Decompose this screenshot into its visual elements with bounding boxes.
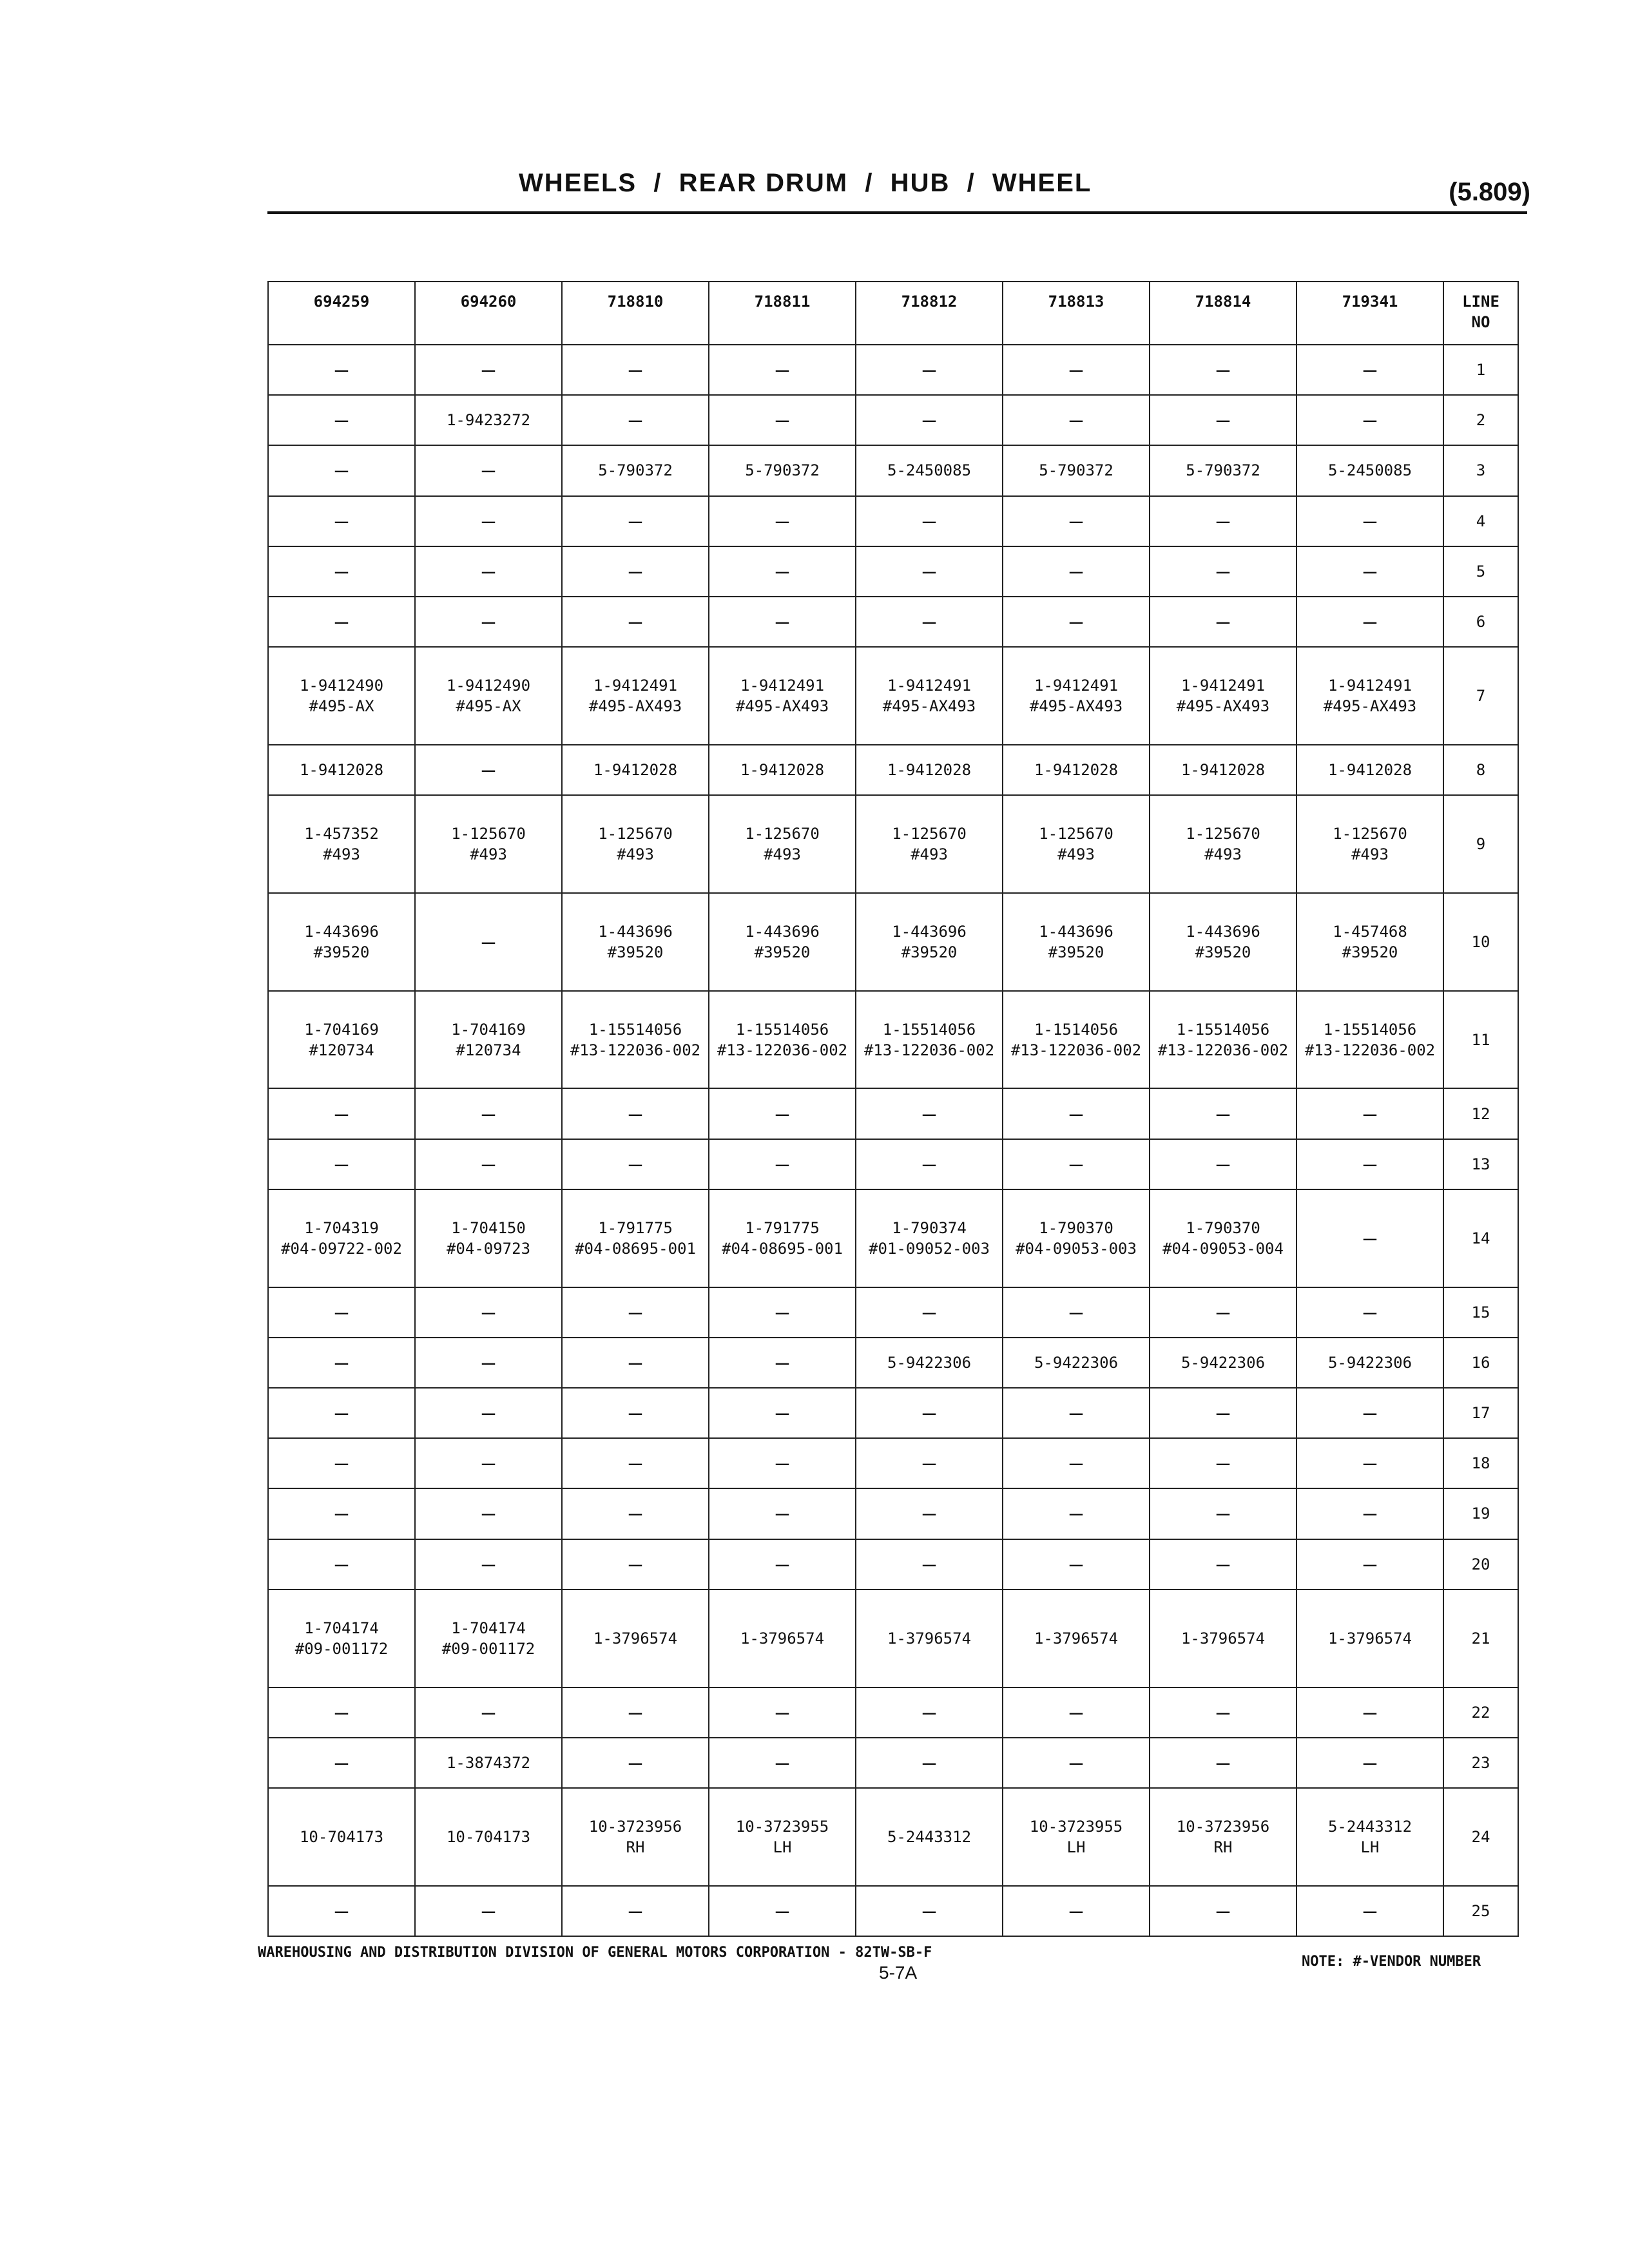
table-cell: 1-790374 #01-09052-003 (856, 1189, 1003, 1287)
line-number-cell: 24 (1443, 1788, 1518, 1886)
table-cell: — (709, 597, 856, 647)
table-row (268, 546, 1518, 597)
table-cell: — (268, 1139, 415, 1189)
table-cell: — (268, 1438, 415, 1488)
table-cell: — (709, 1687, 856, 1738)
table-cell: 5-790372 (1150, 445, 1296, 495)
table-cell: 1-9412491 #495-AX493 (1150, 647, 1296, 745)
table-cell: — (415, 1388, 562, 1438)
line-number-cell: 13 (1443, 1139, 1518, 1189)
table-cell: 1-443696 #39520 (1150, 893, 1296, 991)
table-cell: 5-790372 (709, 445, 856, 495)
table-cell: — (1150, 496, 1296, 546)
table-cell: — (1150, 1287, 1296, 1338)
table-row (268, 1139, 1518, 1189)
table-cell: — (268, 1338, 415, 1388)
table-row (268, 1687, 1518, 1738)
column-header: 719341 (1296, 282, 1443, 345)
table-cell: 1-9412028 (1150, 745, 1296, 795)
table-cell: — (415, 345, 562, 395)
table-cell: — (856, 1438, 1003, 1488)
table-cell: 1-15514056 #13-122036-002 (709, 991, 856, 1089)
table-cell: 1-9412490 #495-AX (268, 647, 415, 745)
table-cell: — (1003, 1088, 1150, 1139)
table-row (268, 991, 1518, 1089)
table-row (268, 496, 1518, 546)
table-cell: 1-125670 #493 (1296, 795, 1443, 893)
table-cell: — (856, 1886, 1003, 1936)
table-cell: — (856, 345, 1003, 395)
table-cell: 1-9412028 (562, 745, 709, 795)
table-row (268, 445, 1518, 495)
table-cell: — (1003, 1139, 1150, 1189)
table-cell: — (1150, 1738, 1296, 1788)
table-cell: — (1150, 1539, 1296, 1590)
table-cell: — (709, 395, 856, 445)
table-cell: — (709, 496, 856, 546)
table-row (268, 647, 1518, 745)
table-cell: 5-9422306 (856, 1338, 1003, 1388)
table-cell: — (562, 345, 709, 395)
table-cell: — (709, 1088, 856, 1139)
table-cell: — (1150, 345, 1296, 395)
table-cell: 1-3874372 (415, 1738, 562, 1788)
table-row (268, 745, 1518, 795)
table-cell: — (1003, 395, 1150, 445)
table-cell: 1-790370 #04-09053-004 (1150, 1189, 1296, 1287)
table-cell: — (1296, 1388, 1443, 1438)
table-row (268, 1088, 1518, 1139)
table-cell: 5-9422306 (1003, 1338, 1150, 1388)
table-cell: 1-9412028 (709, 745, 856, 795)
table-cell: 5-790372 (562, 445, 709, 495)
table-cell: 1-3796574 (709, 1590, 856, 1687)
table-row (268, 893, 1518, 991)
table-cell: 1-1514056 #13-122036-002 (1003, 991, 1150, 1089)
table-cell: — (1296, 1488, 1443, 1539)
table-cell: — (1150, 1438, 1296, 1488)
table-row (268, 1539, 1518, 1590)
table-cell: 1-9412028 (1003, 745, 1150, 795)
table-cell: 1-443696 #39520 (562, 893, 709, 991)
table-cell: 1-125670 #493 (1003, 795, 1150, 893)
table-cell: — (1296, 1886, 1443, 1936)
line-number-cell: 9 (1443, 795, 1518, 893)
column-header: 718814 (1150, 282, 1296, 345)
table-cell: — (415, 1687, 562, 1738)
table-cell: 1-125670 #493 (562, 795, 709, 893)
line-number-cell: 18 (1443, 1438, 1518, 1488)
line-number-cell: 4 (1443, 496, 1518, 546)
line-number-cell: 17 (1443, 1388, 1518, 1438)
table-cell: — (1150, 395, 1296, 445)
table-cell: — (709, 546, 856, 597)
table-cell: 1-9412491 #495-AX493 (1003, 647, 1150, 745)
table-cell: — (268, 345, 415, 395)
table-cell: 1-704169 #120734 (268, 991, 415, 1089)
table-cell: — (709, 1139, 856, 1189)
table-cell: 1-791775 #04-08695-001 (709, 1189, 856, 1287)
table-cell: — (415, 445, 562, 495)
table-cell: — (856, 597, 1003, 647)
line-number-cell: 21 (1443, 1590, 1518, 1687)
table-cell: — (1296, 546, 1443, 597)
table-cell: — (1003, 1738, 1150, 1788)
table-cell: 5-790372 (1003, 445, 1150, 495)
table-cell: — (1296, 395, 1443, 445)
table-cell: 1-125670 #493 (709, 795, 856, 893)
column-header: 718813 (1003, 282, 1150, 345)
table-cell: 10-704173 (268, 1788, 415, 1886)
table-row (268, 1886, 1518, 1936)
table-cell: — (1003, 1886, 1150, 1936)
line-number-cell: 8 (1443, 745, 1518, 795)
table-cell: 1-3796574 (1150, 1590, 1296, 1687)
table-cell: — (415, 1438, 562, 1488)
table-cell: — (1003, 597, 1150, 647)
table-cell: — (1003, 1388, 1150, 1438)
table-cell: 1-9412490 #495-AX (415, 647, 562, 745)
table-cell: — (1150, 1388, 1296, 1438)
table-cell: — (415, 546, 562, 597)
table-cell: — (709, 1539, 856, 1590)
table-cell: — (562, 546, 709, 597)
table-cell: 1-9423272 (415, 395, 562, 445)
line-number-cell: 22 (1443, 1687, 1518, 1738)
table-cell: 1-457352 #493 (268, 795, 415, 893)
table-cell: — (856, 546, 1003, 597)
table-cell: — (415, 1488, 562, 1539)
table-cell: — (562, 1539, 709, 1590)
table-cell: — (562, 1687, 709, 1738)
table-cell: — (1150, 1139, 1296, 1189)
table-cell: — (709, 345, 856, 395)
table-cell: — (1296, 1738, 1443, 1788)
table-cell: 1-15514056 #13-122036-002 (856, 991, 1003, 1089)
line-number-cell: 25 (1443, 1886, 1518, 1936)
line-number-cell: 2 (1443, 395, 1518, 445)
table-cell: — (856, 496, 1003, 546)
table-cell: — (1150, 546, 1296, 597)
table-cell: — (709, 1388, 856, 1438)
table-cell: — (1150, 597, 1296, 647)
parts-table (267, 281, 1519, 1937)
table-cell: — (562, 395, 709, 445)
column-header: 694259 (268, 282, 415, 345)
table-cell: 1-9412028 (268, 745, 415, 795)
table-cell: 5-2450085 (1296, 445, 1443, 495)
table-cell: — (1296, 1088, 1443, 1139)
section-number: (5.809) (1449, 178, 1530, 206)
table-cell: — (562, 597, 709, 647)
table-cell: — (268, 1488, 415, 1539)
table-cell: 1-9412491 #495-AX493 (1296, 647, 1443, 745)
table-cell: — (1150, 1886, 1296, 1936)
table-cell: — (1150, 1488, 1296, 1539)
table-cell: 5-2443312 LH (1296, 1788, 1443, 1886)
table-cell: 5-9422306 (1296, 1338, 1443, 1388)
table-cell: — (415, 1338, 562, 1388)
table-cell: 1-9412028 (856, 745, 1003, 795)
page-title: WHEELS / REAR DRUM / HUB / WHEEL (519, 169, 1092, 197)
vendor-note: NOTE: #-VENDOR NUMBER (1302, 1954, 1481, 1970)
table-cell: — (1003, 1287, 1150, 1338)
table-cell: — (1003, 546, 1150, 597)
column-header: 718810 (562, 282, 709, 345)
table-cell: — (415, 597, 562, 647)
header-rule (267, 211, 1527, 214)
table-cell: 1-3796574 (856, 1590, 1003, 1687)
table-cell: 1-125670 #493 (1150, 795, 1296, 893)
table-cell: — (856, 395, 1003, 445)
table-cell: — (1296, 345, 1443, 395)
table-cell: 1-3796574 (1296, 1590, 1443, 1687)
page-number: 5-7A (879, 1963, 918, 1983)
table-cell: 1-443696 #39520 (709, 893, 856, 991)
table-cell: — (268, 546, 415, 597)
table-cell: — (562, 1287, 709, 1338)
table-cell: — (415, 1287, 562, 1338)
table-cell: — (1296, 1687, 1443, 1738)
table-cell: — (856, 1539, 1003, 1590)
table-cell: — (268, 597, 415, 647)
table-cell: 1-9412028 (1296, 745, 1443, 795)
table-cell: — (562, 1886, 709, 1936)
table-cell: — (415, 893, 562, 991)
line-no-header: LINE NO (1443, 282, 1518, 345)
table-row (268, 345, 1518, 395)
line-number-cell: 5 (1443, 546, 1518, 597)
table-cell: — (709, 1438, 856, 1488)
table-cell: — (856, 1139, 1003, 1189)
header-row (268, 282, 1518, 345)
table-cell: — (709, 1886, 856, 1936)
table-cell: — (268, 1886, 415, 1936)
table-cell: — (268, 1088, 415, 1139)
column-header: 718812 (856, 282, 1003, 345)
table-cell: 10-3723955 LH (1003, 1788, 1150, 1886)
table-cell: — (1003, 1488, 1150, 1539)
table-cell: — (856, 1287, 1003, 1338)
column-header: 694260 (415, 282, 562, 345)
table-cell: — (709, 1338, 856, 1388)
table-cell: — (562, 1738, 709, 1788)
table-row (268, 1590, 1518, 1687)
table-row (268, 395, 1518, 445)
table-cell: — (1003, 1539, 1150, 1590)
table-cell: 1-704174 #09-001172 (268, 1590, 415, 1687)
line-number-cell: 7 (1443, 647, 1518, 745)
table-cell: — (1296, 1287, 1443, 1338)
table-cell: — (415, 1886, 562, 1936)
table-cell: — (268, 1687, 415, 1738)
line-number-cell: 10 (1443, 893, 1518, 991)
table-cell: 1-704319 #04-09722-002 (268, 1189, 415, 1287)
table-cell: — (415, 496, 562, 546)
line-number-cell: 11 (1443, 991, 1518, 1089)
table-cell: — (562, 1139, 709, 1189)
table-cell: 1-704169 #120734 (415, 991, 562, 1089)
table-cell: 10-3723956 RH (562, 1788, 709, 1886)
table-row (268, 597, 1518, 647)
table-cell: — (856, 1738, 1003, 1788)
table-cell: — (415, 1139, 562, 1189)
table-cell: — (268, 1738, 415, 1788)
table-cell: 1-9412491 #495-AX493 (709, 647, 856, 745)
table-cell: — (562, 1488, 709, 1539)
table-cell: — (415, 1088, 562, 1139)
table-row (268, 1438, 1518, 1488)
table-row (268, 1189, 1518, 1287)
table-cell: — (856, 1088, 1003, 1139)
table-row (268, 1488, 1518, 1539)
table-cell: 10-704173 (415, 1788, 562, 1886)
column-header: 718811 (709, 282, 856, 345)
table-cell: — (856, 1687, 1003, 1738)
line-number-cell: 16 (1443, 1338, 1518, 1388)
table-cell: — (268, 496, 415, 546)
table-cell: — (268, 395, 415, 445)
table-cell: 1-791775 #04-08695-001 (562, 1189, 709, 1287)
table-row (268, 1788, 1518, 1886)
table-cell: — (415, 1539, 562, 1590)
table-row (268, 1738, 1518, 1788)
line-number-cell: 15 (1443, 1287, 1518, 1338)
table-cell: — (562, 1388, 709, 1438)
table-cell: — (268, 1287, 415, 1338)
footer-publisher: WAREHOUSING AND DISTRIBUTION DIVISION OF GENERAL MOTORS CORPORATION - 82TW-SB-F (258, 1945, 932, 1961)
table-cell: — (856, 1488, 1003, 1539)
table-cell: — (268, 1388, 415, 1438)
table-cell: — (562, 496, 709, 546)
table-cell: 1-3796574 (562, 1590, 709, 1687)
line-number-cell: 12 (1443, 1088, 1518, 1139)
table-cell: — (1296, 496, 1443, 546)
table-cell: 1-443696 #39520 (856, 893, 1003, 991)
table-row (268, 1338, 1518, 1388)
table-cell: 1-125670 #493 (856, 795, 1003, 893)
table-cell: — (1003, 1438, 1150, 1488)
table-cell: 1-3796574 (1003, 1590, 1150, 1687)
table-cell: — (415, 745, 562, 795)
table-cell: 1-15514056 #13-122036-002 (1296, 991, 1443, 1089)
table-cell: 10-3723956 RH (1150, 1788, 1296, 1886)
table-row (268, 1388, 1518, 1438)
table-cell: 1-443696 #39520 (268, 893, 415, 991)
table-cell: 5-9422306 (1150, 1338, 1296, 1388)
table-cell: 1-15514056 #13-122036-002 (562, 991, 709, 1089)
table-cell: 1-125670 #493 (415, 795, 562, 893)
table-cell: 1-443696 #39520 (1003, 893, 1150, 991)
table-cell: — (709, 1287, 856, 1338)
table-cell: 1-790370 #04-09053-003 (1003, 1189, 1150, 1287)
table-cell: — (1003, 345, 1150, 395)
table-cell: — (268, 1539, 415, 1590)
table-cell: — (1296, 1539, 1443, 1590)
table-cell: 10-3723955 LH (709, 1788, 856, 1886)
table-cell: — (709, 1488, 856, 1539)
table-cell: — (562, 1438, 709, 1488)
line-number-cell: 20 (1443, 1539, 1518, 1590)
table-row (268, 795, 1518, 893)
line-number-cell: 14 (1443, 1189, 1518, 1287)
table-cell: 1-9412491 #495-AX493 (856, 647, 1003, 745)
table-cell: 1-704150 #04-09723 (415, 1189, 562, 1287)
table-cell: — (1296, 597, 1443, 647)
table-cell: 1-15514056 #13-122036-002 (1150, 991, 1296, 1089)
table-cell: — (562, 1338, 709, 1388)
table-cell: 5-2443312 (856, 1788, 1003, 1886)
table-cell: — (856, 1388, 1003, 1438)
table-cell: — (1150, 1687, 1296, 1738)
table-cell: 1-9412491 #495-AX493 (562, 647, 709, 745)
table-cell: — (1296, 1189, 1443, 1287)
table-body (268, 345, 1518, 1936)
line-number-cell: 19 (1443, 1488, 1518, 1539)
table-cell: — (1296, 1139, 1443, 1189)
table-cell: — (562, 1088, 709, 1139)
table-cell: — (268, 445, 415, 495)
table-cell: 1-704174 #09-001172 (415, 1590, 562, 1687)
line-number-cell: 3 (1443, 445, 1518, 495)
table-cell: 5-2450085 (856, 445, 1003, 495)
line-number-cell: 1 (1443, 345, 1518, 395)
table-cell: — (1003, 496, 1150, 546)
table-cell: — (1296, 1438, 1443, 1488)
table-cell: — (1003, 1687, 1150, 1738)
table-cell: 1-457468 #39520 (1296, 893, 1443, 991)
line-number-cell: 23 (1443, 1738, 1518, 1788)
table-row (268, 1287, 1518, 1338)
table-cell: — (709, 1738, 856, 1788)
line-number-cell: 6 (1443, 597, 1518, 647)
table-cell: — (1150, 1088, 1296, 1139)
